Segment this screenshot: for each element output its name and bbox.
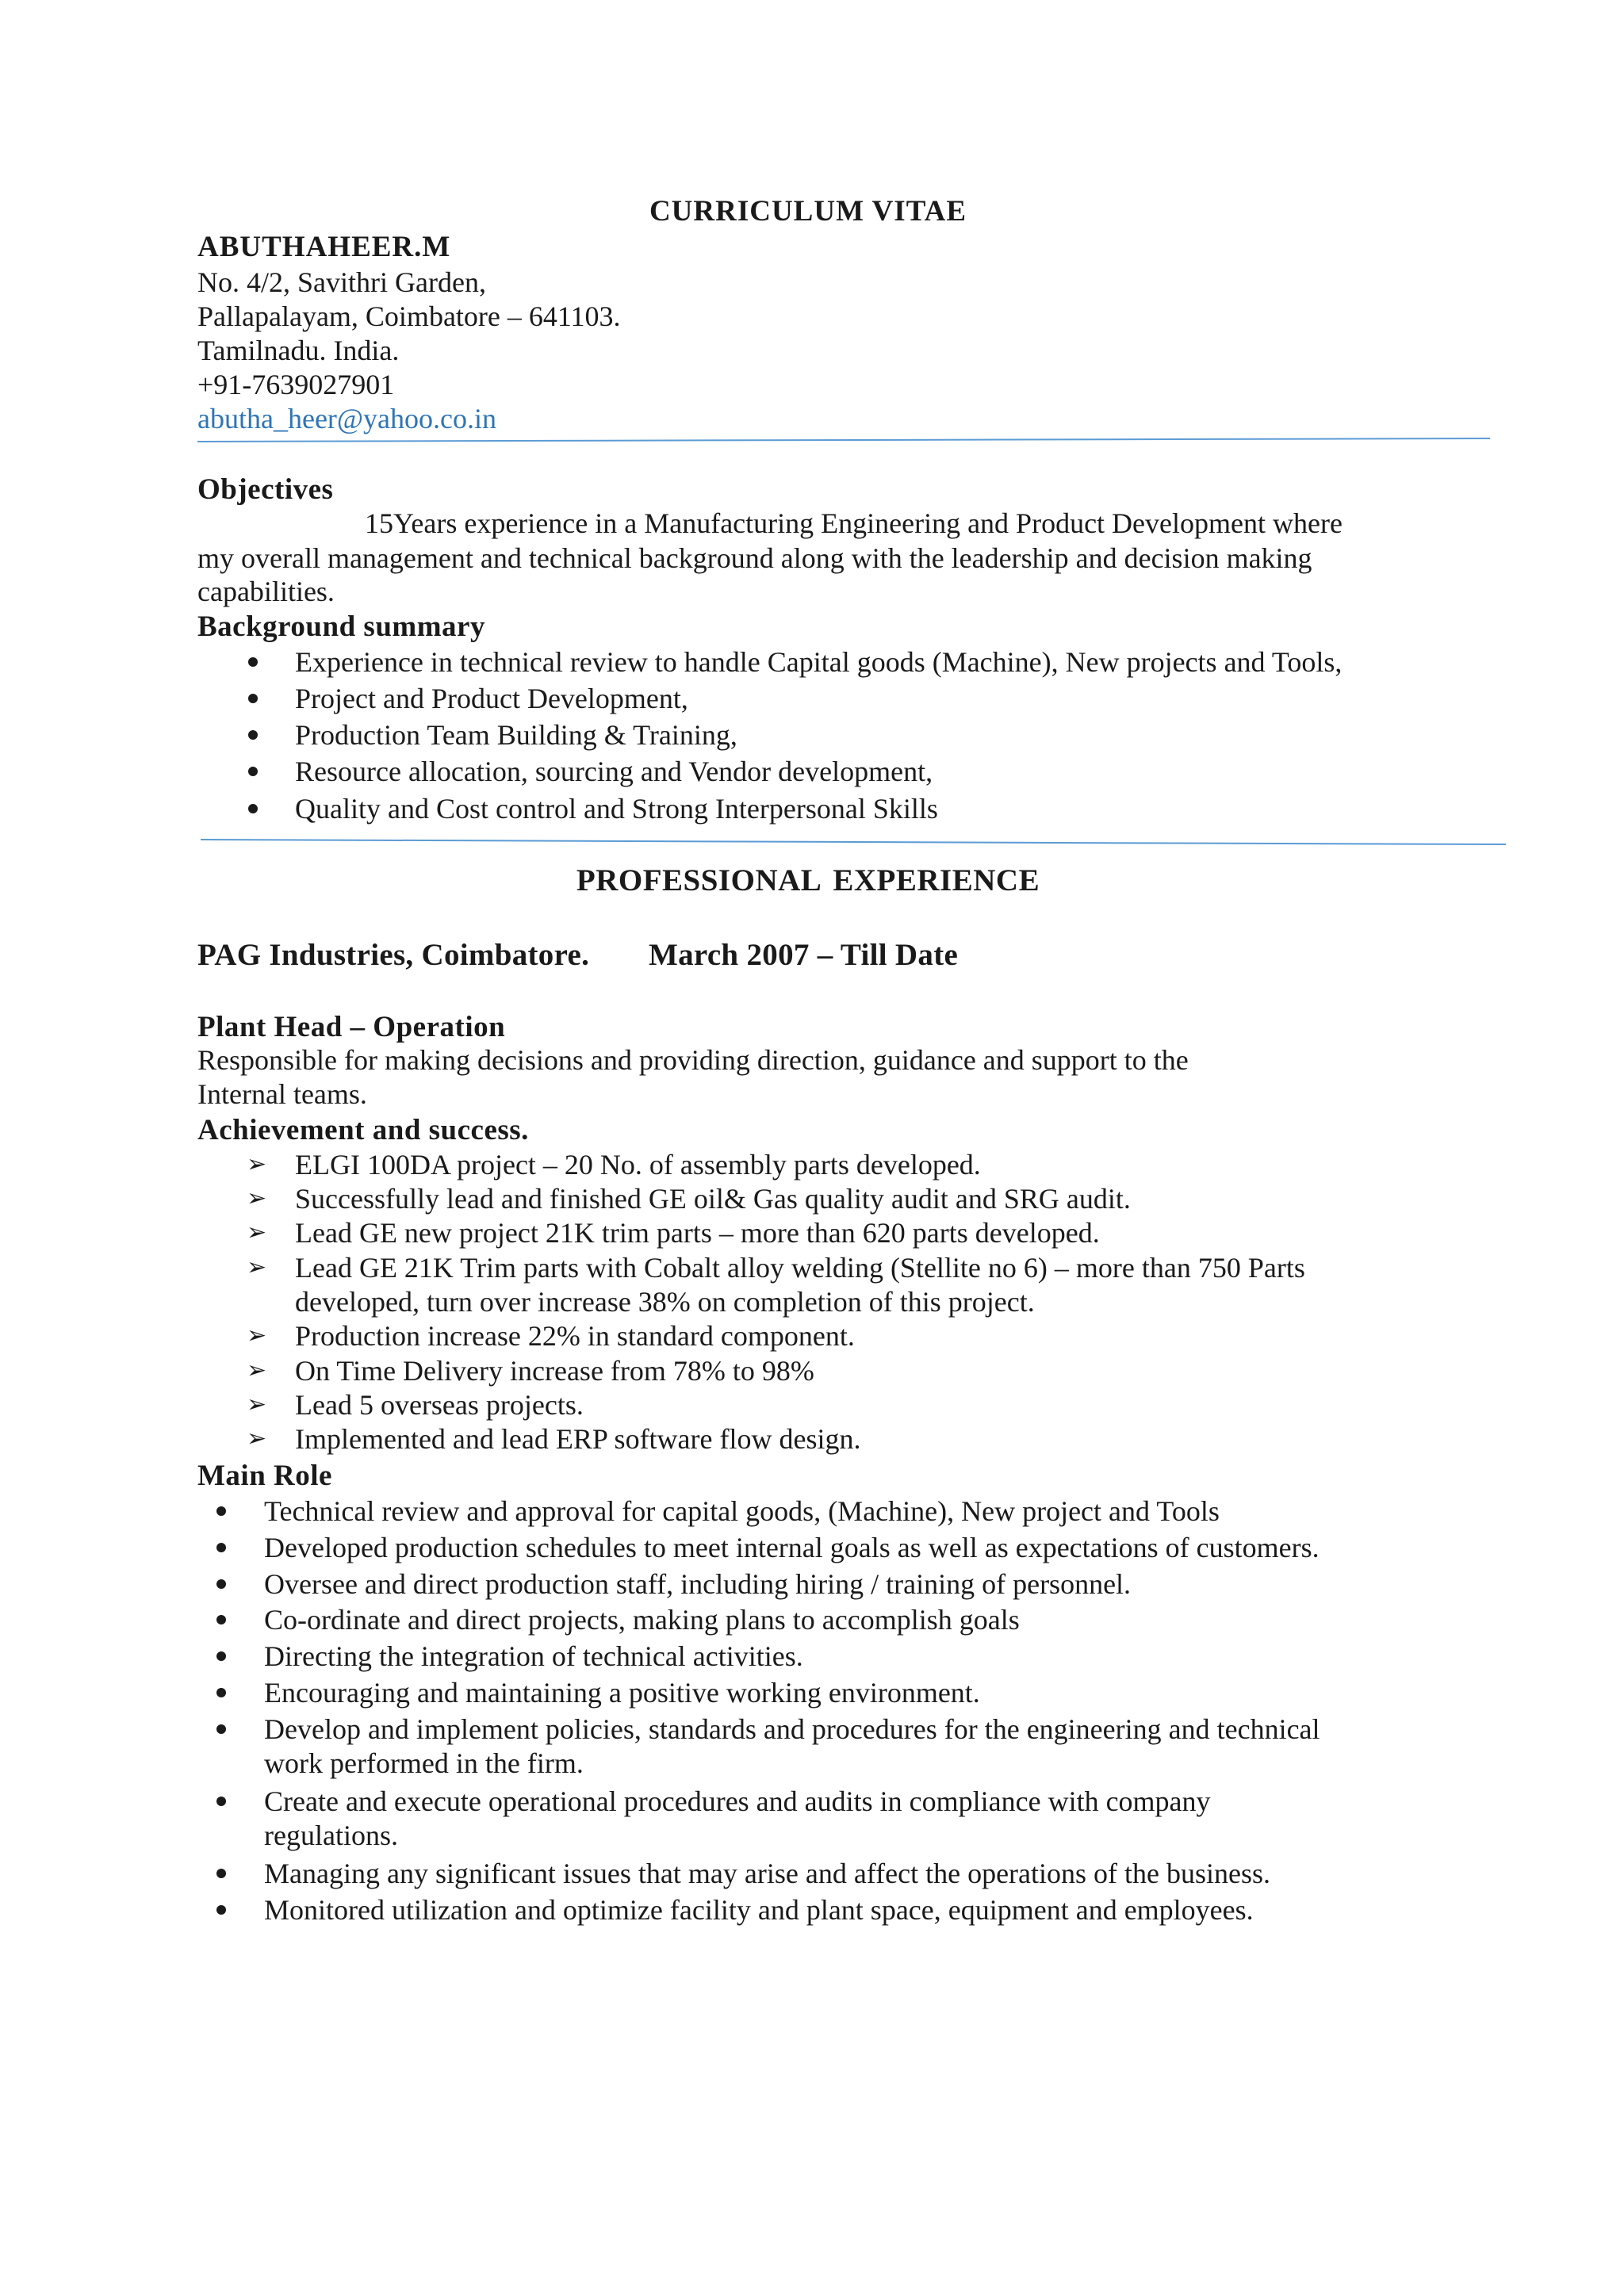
achievement-text: Lead 5 overseas projects. [295, 1389, 584, 1421]
main-role-item [216, 1892, 1501, 1927]
candidate-name: ABUTHAHEER.M [197, 231, 451, 263]
objectives-text-line-3: capabilities. [197, 576, 335, 607]
background-item-text: Quality and Cost control and Strong Interpersonal Skills [295, 793, 938, 825]
objectives-heading: Objectives [197, 473, 334, 506]
address-line-3: Tamilnadu. India. [197, 335, 400, 366]
bullet-dot-icon [216, 1797, 226, 1806]
main-role-item [216, 1567, 1501, 1601]
background-item [248, 754, 1517, 789]
bullet-dot-icon [216, 1724, 226, 1734]
bullet-dot-icon [216, 1651, 226, 1661]
background-item [248, 791, 1517, 826]
bullet-dot-icon [248, 730, 258, 740]
main-role-item [216, 1530, 1501, 1565]
achievement-text-continued: developed, turn over increase 38% on completion of this project. [295, 1286, 1035, 1318]
main-role-text: Oversee and direct production staff, including hiring / training of personnel. [264, 1568, 1132, 1600]
arrow-bullet-icon: ➢ [247, 1425, 267, 1452]
achievement-text: On Time Delivery increase from 78% to 98% [295, 1355, 814, 1387]
main-role-text: Directing the integration of technical activities. [264, 1640, 803, 1672]
email-link[interactable]: abutha_heer@yahoo.co.in [197, 403, 497, 434]
phone-number: +91-7639027901 [197, 369, 395, 400]
achievement-text: Implemented and lead ERP software flow design. [295, 1423, 861, 1455]
achievement-item [247, 1181, 1515, 1216]
background-item-text: Production Team Building & Training, [295, 719, 737, 751]
main-role-heading: Main Role [197, 1460, 332, 1492]
role-description-line-2: Internal teams. [197, 1078, 367, 1110]
divider-line [201, 839, 1506, 845]
bullet-dot-icon [248, 694, 258, 703]
main-role-text: Technical review and approval for capital goods, (Machine), New project and Tools [264, 1495, 1220, 1527]
bullet-dot-icon [248, 767, 258, 776]
main-role-item [216, 1712, 1501, 1781]
bullet-dot-icon [216, 1615, 226, 1624]
job-role: Plant Head – Operation [197, 1011, 506, 1043]
achievement-item [247, 1387, 1515, 1422]
bullet-dot-icon [216, 1579, 226, 1589]
role-description-line-1: Responsible for making decisions and providing direction, guidance and support to the [197, 1044, 1189, 1076]
section-title: PROFESSIONAL EXPERIENCE [576, 863, 1040, 897]
background-item [248, 718, 1517, 752]
main-role-item [216, 1494, 1501, 1529]
bullet-dot-icon [248, 804, 258, 813]
main-role-text: Develop and implement policies, standards and procedures for the engineering and technical [264, 1713, 1320, 1745]
background-item-text: Project and Product Development, [295, 683, 688, 714]
main-role-text: Monitored utilization and optimize facility and plant space, equipment and employees. [264, 1894, 1254, 1926]
main-role-text-continued: work performed in the firm. [264, 1747, 584, 1779]
main-role-text-continued: regulations. [264, 1820, 398, 1851]
company-name: PAG Industries, Coimbatore. [197, 938, 590, 972]
bullet-dot-icon [216, 1905, 226, 1915]
bullet-dot-icon [248, 657, 258, 667]
arrow-bullet-icon: ➢ [247, 1219, 267, 1246]
employment-dates: March 2007 – Till Date [649, 938, 959, 972]
achievement-item [247, 1353, 1515, 1388]
main-role-item [216, 1675, 1501, 1710]
achievement-text: ELGI 100DA project – 20 No. of assembly parts developed. [295, 1149, 981, 1181]
arrow-bullet-icon: ➢ [247, 1357, 267, 1384]
objectives-text-line-2: my overall management and technical background along with the leadership and decision making [197, 542, 1312, 574]
main-role-text: Managing any significant issues that may arise and affect the operations of the business. [264, 1858, 1270, 1889]
achievements-heading: Achievement and success. [197, 1114, 529, 1146]
background-item [248, 681, 1517, 716]
divider-line [197, 438, 1490, 442]
bullet-dot-icon [216, 1688, 226, 1697]
achievement-item [247, 1147, 1515, 1182]
bullet-dot-icon [216, 1543, 226, 1552]
main-role-text: Developed production schedules to meet internal goals as well as expectations of customers. [264, 1532, 1320, 1563]
cv-title: CURRICULUM VITAE [649, 195, 967, 228]
bullet-dot-icon [216, 1869, 226, 1878]
main-role-item [216, 1784, 1501, 1854]
achievement-item [247, 1250, 1515, 1320]
arrow-bullet-icon: ➢ [247, 1322, 267, 1349]
address-line-1: No. 4/2, Savithri Garden, [197, 266, 486, 298]
background-item [248, 645, 1517, 679]
background-item-text: Resource allocation, sourcing and Vendor development, [295, 756, 933, 787]
arrow-bullet-icon: ➢ [247, 1391, 267, 1418]
main-role-item [216, 1602, 1501, 1637]
bullet-dot-icon [216, 1506, 226, 1516]
achievement-text: Production increase 22% in standard component. [295, 1320, 855, 1352]
main-role-text: Encouraging and maintaining a positive working environment. [264, 1677, 980, 1709]
achievement-item [247, 1215, 1515, 1250]
background-item-text: Experience in technical review to handle Capital goods (Machine), New projects and Tools, [295, 646, 1342, 678]
arrow-bullet-icon: ➢ [247, 1184, 267, 1212]
achievement-item [247, 1422, 1515, 1456]
arrow-bullet-icon: ➢ [247, 1150, 267, 1178]
achievement-item [247, 1318, 1515, 1353]
address-line-2: Pallapalayam, Coimbatore – 641103. [197, 300, 621, 332]
main-role-item [216, 1856, 1501, 1891]
main-role-text: Create and execute operational procedures and audits in compliance with company [264, 1785, 1211, 1817]
achievement-text: Successfully lead and finished GE oil& Gas quality audit and SRG audit. [295, 1183, 1131, 1215]
arrow-bullet-icon: ➢ [247, 1253, 267, 1281]
objectives-text-line-1: 15Years experience in a Manufacturing Engineering and Product Development where [365, 507, 1342, 539]
main-role-text: Co-ordinate and direct projects, making plans to accomplish goals [264, 1604, 1020, 1636]
achievement-text: Lead GE new project 21K trim parts – more than 620 parts developed. [295, 1217, 1100, 1249]
background-heading: Background summary [197, 610, 485, 643]
main-role-item [216, 1639, 1501, 1674]
achievement-text: Lead GE 21K Trim parts with Cobalt alloy welding (Stellite no 6) – more than 750 Parts [295, 1252, 1305, 1284]
